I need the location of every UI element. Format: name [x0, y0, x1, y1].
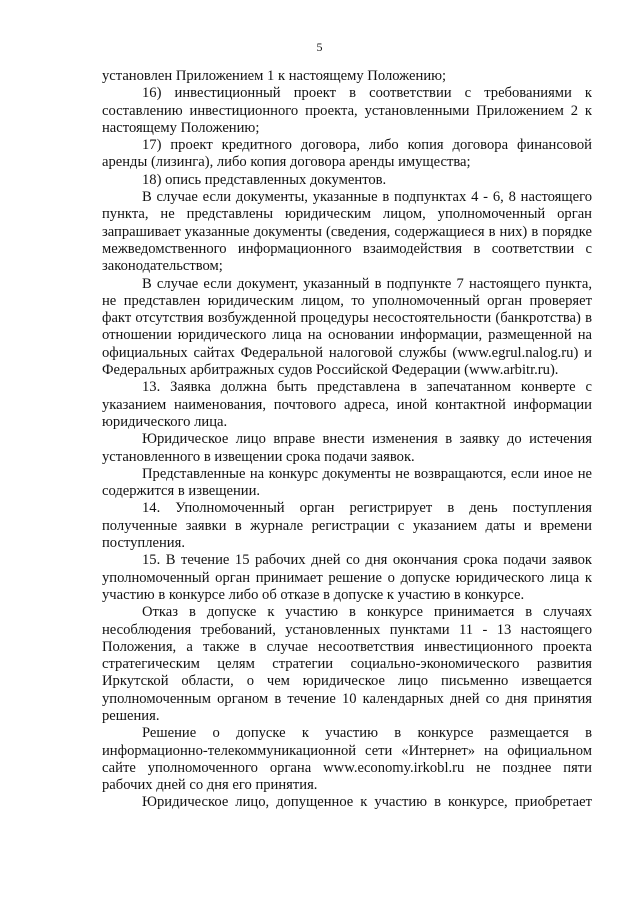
paragraph: Юридическое лицо, допущенное к участию в конкурсе, приобретает	[142, 794, 592, 811]
document-body	[102, 68, 592, 812]
paragraph: В случае если документ, указанный в подпункте 7 настоящего пункта, не представлен юридическим лицом, то уполномоченный орган проверяет факт отсутствия возбужденной процедуры несостоятельности (банкротства) в отношении юридического лица на основании информации, размещенной на официальных сайтах Федеральной налоговой службы (www.egrul.nalog.ru) и Федеральных арбитражных судов Российской Федерации (www.arbitr.ru).	[102, 275, 592, 379]
paragraph: Отказ в допуске к участию в конкурсе принимается в случаях несоблюдения требований, установленных пунктами 11 - 13 настоящего Положения, а также в случае несоответствия инвестиционного проекта стратегическим целям стратегии социально-экономического развития Иркутской области, о чем юридическое лицо письменно извещается уполномоченным органом в течение 10 календарных дней со дня принятия решения.	[102, 604, 592, 724]
paragraph: В случае если документы, указанные в подпунктах 4 - 6, 8 настоящего пункта, не представлены юридическим лицом, уполномоченный орган запрашивает указанные документы (сведения, содержащиеся в них) в порядке межведомственного информационного взаимодействия в соответствии с законодательством;	[102, 189, 592, 275]
paragraph: установлен Приложением 1 к настоящему Положению;	[102, 68, 447, 84]
paragraph: 14. Уполномоченный орган регистрирует в день поступления полученные заявки в журнале регистрации с указанием даты и времени поступления.	[102, 500, 592, 552]
paragraph: Представленные на конкурс документы не возвращаются, если иное не содержится в извещении.	[102, 465, 592, 500]
paragraph: 15. В течение 15 рабочих дней со дня окончания срока подачи заявок уполномоченный орган принимает решение о допуске юридического лица к участию в конкурсе либо об отказе в допуске к участию в конкурсе.	[102, 552, 592, 603]
paragraph: 16) инвестиционный проект в соответствии с требованиями к составлению инвестиционного проекта, установленными Приложением 2 к настоящему Положению;	[102, 85, 592, 136]
paragraph: 13. Заявка должна быть представлена в запечатанном конверте с указанием наименования, почтового адреса, иной контактной информации юридического лица.	[102, 379, 592, 430]
paragraph: 18) опись представленных документов.	[142, 171, 387, 188]
paragraph: Юридическое лицо вправе внести изменения в заявку до истечения установленного в извещении срока подачи заявок.	[102, 431, 592, 465]
paragraph: 17) проект кредитного договора, либо копия договора финансовой аренды (лизинга), либо копия договора аренды имущества;	[102, 137, 592, 171]
page-number: 5	[316, 40, 323, 54]
paragraph: Решение о допуске к участию в конкурсе размещается в информационно-телекоммуникационной сети «Интернет» на официальном сайте уполномоченного органа www.economy.irkobl.ru не позднее пяти рабочих дней со дня его принятия.	[102, 725, 592, 794]
